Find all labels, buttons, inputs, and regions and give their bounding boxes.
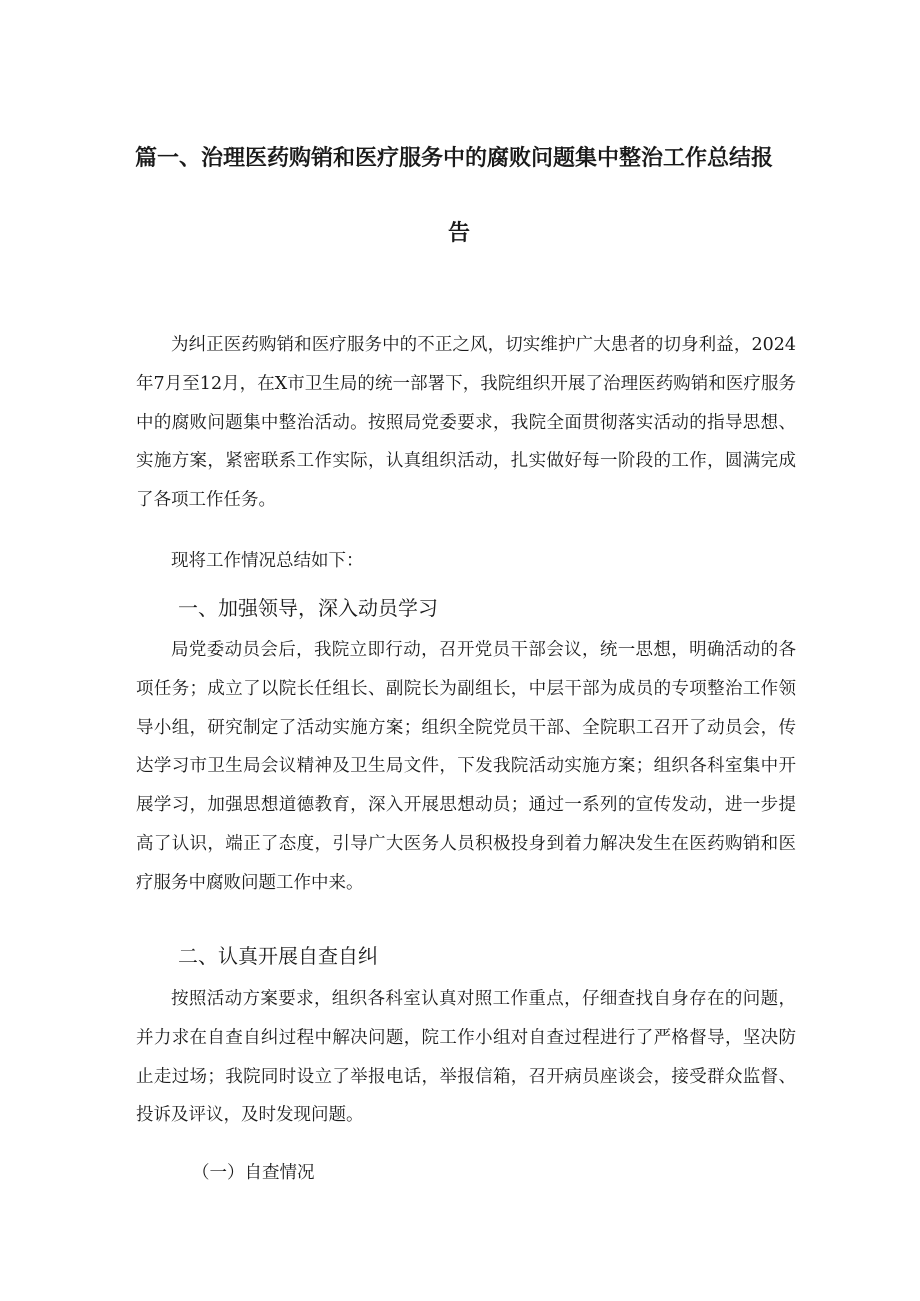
intro-paragraph: 为纠正医药购销和医疗服务中的不正之风，切实维护广大患者的切身利益，2024年7月至12月，在X市卫生局的统一部署下，我院组织开展了治理医药购销和医疗服务中的腐败问题集中整治活动。按照局党委要求，我院全面贯彻落实活动的指导思想、实施方案，紧密联系工作实际，认真组织活动，扎实做好每一阶段的工作，圆满完成了各项工作任务。 — [136, 335, 796, 511]
document-title-line-2: 告 — [448, 221, 471, 246]
section-1-body: 局党委动员会后，我院立即行动，召开党员干部会议，统一思想，明确活动的各项任务；成立了以院长任组长、副院长为副组长，中层干部为成员的专项整治工作领导小组，研究制定了活动实施方案；组织全院党员干部、全院职工召开了动员会，传达学习市卫生局会议精神及卫生局文件，下发我院活动实施方案；组织各科室集中开展学习，加强思想道德教育，深入开展思想动员；通过一系列的宣传发动，进一步提高了认识，端正了态度，引导广大医务人员积极投身到着力解决发生在医药购销和医疗服务中腐败问题工作中来。 — [136, 640, 796, 893]
section-1-heading: 一、加强领导，深入动员学习 — [178, 596, 438, 620]
summary-lead: 现将工作情况总结如下： — [171, 551, 364, 571]
section-2-subheading: （一）自查情况 — [192, 1163, 315, 1183]
section-2-heading: 二、认真开展自查自纠 — [178, 944, 378, 968]
document-title-line-1: 篇一、治理医药购销和医疗服务中的腐败问题集中整治工作总结报 — [135, 146, 774, 171]
section-2-body: 按照活动方案要求，组织各科室认真对照工作重点，仔细查找自身存在的问题，并力求在自查自纠过程中解决问题，院工作小组对自查过程进行了严格督导，坚决防止走过场；我院同时设立了举报电话，举报信箱，召开病员座谈会，接受群众监督、投诉及评议，及时发现问题。 — [136, 989, 796, 1126]
